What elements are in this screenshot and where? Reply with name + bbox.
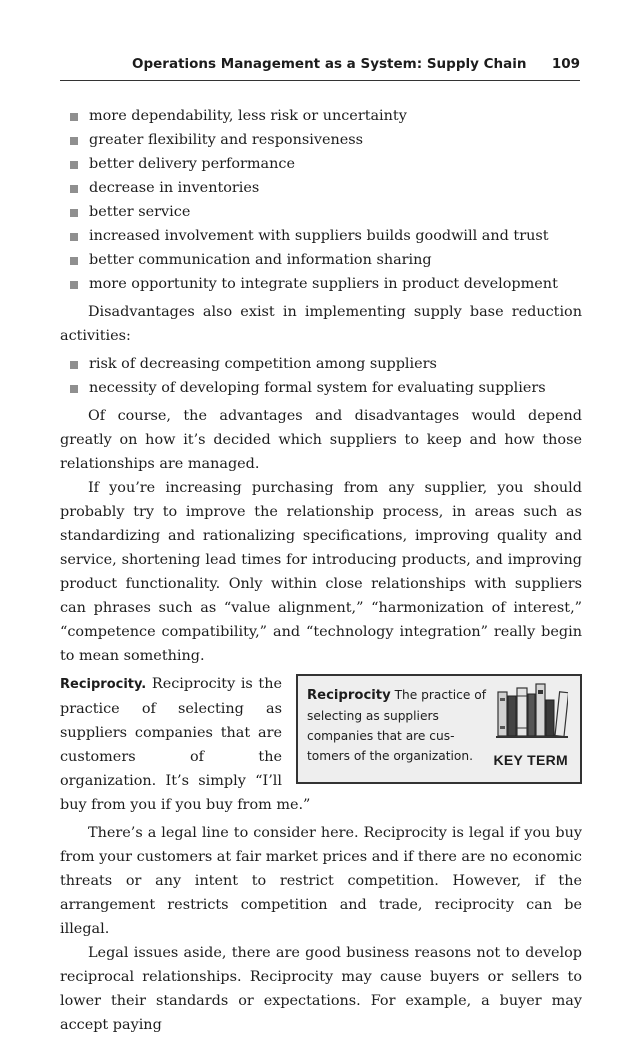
key-term-box: [296, 674, 582, 784]
page-number: 109: [551, 56, 580, 72]
running-header: [60, 56, 580, 81]
key-term-definition: [307, 685, 491, 766]
paragraph-increasing-purchasing: If you’re increasing purchasing from any supplier, you should probably try to improve the relationship process, in areas such as standardizing and rationalizing specifications, improving quality and service, shortening lead times for introducing products, and improving product functionality. Only within close relationships with suppliers can phrases such as “value alignment,” “harmonization of interest,” “competence compatibility,” and “technology integration” really begin to mean something.: [60, 480, 582, 664]
disadvantages-list: [60, 352, 582, 400]
reciprocity-heading: Reciprocity.: [60, 677, 147, 692]
reciprocity-section: [60, 672, 582, 817]
chapter-title: Operations Management as a System: Supply Chain: [132, 56, 527, 72]
list-item: more dependability, less risk or uncertainty: [60, 104, 582, 128]
paragraph-legal-line: There’s a legal line to consider here. Reciprocity is legal if you buy from your customers at fair market prices and if there are no economic threats or any intent to restrict competition. However, if the arrangement restricts competition and trade, reciprocity can be illegal.: [60, 825, 582, 937]
books-icon: [496, 682, 568, 740]
disadvantages-intro: Disadvantages also exist in implementing supply base reduction activities:: [60, 304, 582, 344]
list-item: better delivery performance: [60, 152, 582, 176]
list-item: greater flexibility and responsiveness: [60, 128, 582, 152]
paragraph-of-course: Of course, the advantages and disadvantages would depend greatly on how it’s decided which suppliers to keep and how those relationships are managed.: [60, 408, 582, 472]
list-item: risk of decreasing competition among suppliers: [60, 352, 582, 376]
key-term-text: The practice of selecting as suppliers companies that are customers of the organization.: [307, 688, 487, 763]
list-item: decrease in inventories: [60, 176, 582, 200]
list-item: increased involvement with suppliers builds goodwill and trust: [60, 224, 582, 248]
list-item: more opportunity to integrate suppliers in product development: [60, 272, 582, 296]
paragraph-legal-aside: Legal issues aside, there are good business reasons not to develop reciprocal relationships. Reciprocity may cause buyers or sellers to lower their standards or expectations. For example, a buyer may accept paying: [60, 945, 582, 1033]
reciprocity-text: Reciprocity is the practice of selecting as suppliers companies that are customers of the organization. It’s simply “I’ll buy from you if you buy from me.”: [60, 676, 311, 813]
key-term-label: KEY TERM: [493, 752, 568, 768]
page-body: [60, 104, 582, 1037]
advantages-list: [60, 104, 582, 296]
list-item: better service: [60, 200, 582, 224]
list-item: better communication and information sharing: [60, 248, 582, 272]
key-term-word: Reciprocity: [307, 688, 391, 703]
list-item: necessity of developing formal system for evaluating suppliers: [60, 376, 582, 400]
